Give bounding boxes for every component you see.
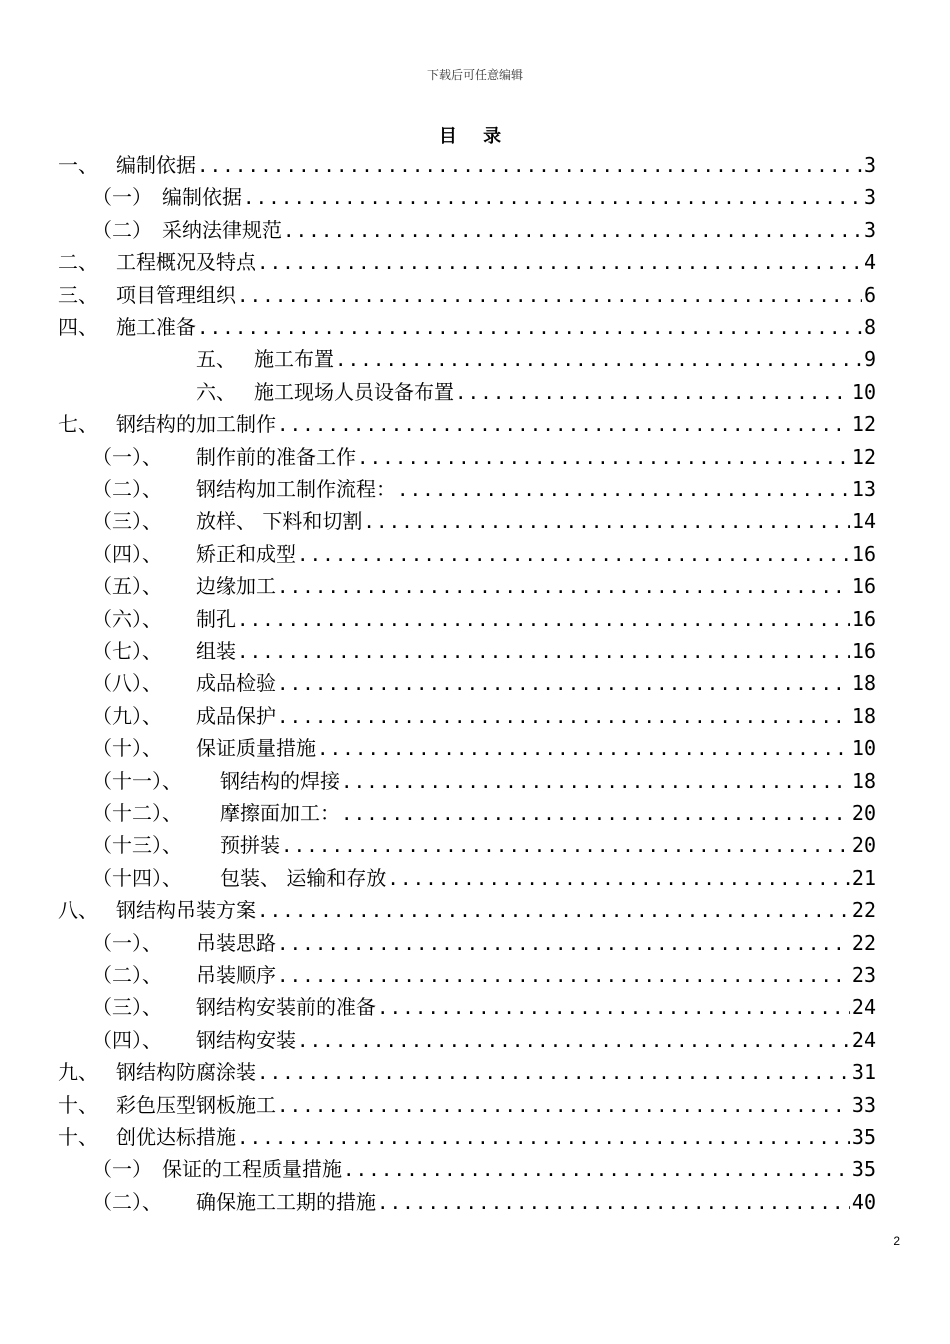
toc-dot-leader (277, 701, 850, 733)
toc-entry[interactable] (58, 1121, 876, 1153)
toc-entry-title: 编制依据 (116, 153, 196, 177)
toc-entry-page: 16 (851, 574, 876, 599)
toc-dot-leader (343, 1154, 850, 1186)
toc-entry-number: 十、 (58, 1125, 98, 1149)
toc-entry-number: 九、 (58, 1060, 98, 1085)
toc-dot-leader (277, 668, 850, 700)
toc-entry-title: 组装 (196, 639, 236, 663)
toc-entry-page: 9 (863, 347, 876, 372)
toc-entry[interactable] (92, 1186, 876, 1218)
toc-dot-leader (277, 409, 850, 441)
toc-dot-leader (277, 928, 850, 960)
toc-entry-number: （十）、 (92, 736, 162, 761)
toc-entry-page: 24 (851, 995, 876, 1020)
toc-entry-number: （二）、 (92, 1189, 162, 1214)
toc-dot-leader (257, 247, 862, 279)
toc-entry[interactable] (58, 1089, 876, 1121)
toc-entry[interactable] (92, 473, 876, 505)
toc-entry-title: 保证的工程质量措施 (162, 1157, 342, 1182)
toc-entry-page: 16 (851, 541, 876, 566)
toc-entry-number: （一） (92, 1157, 152, 1182)
toc-entry-page: 13 (851, 477, 876, 501)
toc-dot-leader (455, 377, 850, 409)
toc-entry[interactable] (58, 149, 876, 181)
toc-dot-leader (281, 830, 850, 862)
toc-entry-page: 18 (851, 671, 876, 696)
toc-entry-title: 边缘加工 (196, 574, 276, 599)
toc-entry[interactable] (58, 311, 876, 343)
toc-entry-page: 12 (851, 444, 876, 469)
toc-entry-number: （三）、 (92, 509, 162, 534)
toc-entry-page: 33 (851, 1092, 876, 1117)
toc-entry[interactable] (58, 246, 876, 278)
toc-entry-title: 吊装思路 (196, 930, 276, 955)
toc-dot-leader (335, 344, 862, 376)
toc-dot-leader (377, 992, 850, 1024)
toc-entry-number: （四）、 (92, 1027, 162, 1052)
toc-entry-page: 8 (863, 315, 876, 339)
toc-entry-title: 施工现场人员设备布置 (254, 379, 454, 404)
toc-entry-number: 二、 (58, 250, 98, 275)
toc-entry-title: 采纳法律规范 (162, 217, 282, 242)
toc-entry-title: 成品检验 (196, 671, 276, 696)
toc-entry-page: 12 (851, 412, 876, 437)
toc-entry-page: 35 (851, 1157, 876, 1182)
toc-entry-page: 6 (863, 282, 876, 307)
toc-entry[interactable] (92, 959, 876, 991)
toc-entry[interactable] (196, 376, 876, 408)
toc-entry-page: 3 (863, 185, 876, 210)
toc-entry-page: 22 (851, 930, 876, 955)
toc-dot-leader (341, 766, 850, 798)
toc-entry-number: 七、 (58, 412, 98, 437)
toc-entry-number: （四）、 (92, 541, 162, 566)
toc-dot-leader (317, 733, 850, 765)
toc-dot-leader (277, 1090, 850, 1122)
toc-entry-title: 成品保护 (196, 703, 276, 728)
toc-entry-title: 钢结构加工制作流程： (196, 477, 396, 501)
toc-entry-number: （二） (92, 217, 152, 242)
toc-entry[interactable] (92, 441, 876, 473)
toc-entry-title: 创优达标措施 (116, 1125, 236, 1149)
toc-entry-number: （十二）、 (92, 801, 182, 825)
toc-entry-number: 十、 (58, 1092, 98, 1117)
toc-entry-page: 20 (851, 801, 876, 825)
toc-entry[interactable] (92, 732, 876, 764)
toc-entry[interactable] (92, 181, 876, 213)
page-header: 下载后可任意编辑 (426, 68, 523, 82)
toc-entry[interactable] (92, 505, 876, 537)
toc-entry[interactable] (92, 667, 876, 699)
toc-entry-page: 3 (863, 153, 876, 177)
toc-entry-number: （十三）、 (92, 833, 182, 858)
toc-entry-page: 31 (851, 1060, 876, 1085)
toc-entry-page: 4 (863, 250, 876, 275)
toc-entry[interactable] (58, 894, 876, 926)
toc-entry-title: 预拼装 (220, 833, 280, 858)
toc-entry-number: （一）、 (92, 930, 162, 955)
toc-entry-number: （六）、 (92, 606, 162, 631)
toc-entry-title: 施工布置 (254, 347, 334, 372)
toc-entry-number: （三）、 (92, 995, 162, 1020)
toc-entry[interactable] (92, 214, 876, 246)
toc-entry-page: 14 (851, 509, 876, 534)
toc-entry[interactable] (92, 538, 876, 570)
toc-dot-leader (237, 1122, 850, 1154)
toc-entry-page: 10 (851, 379, 876, 404)
toc-entry-title: 保证质量措施 (196, 736, 316, 761)
toc-entry-title: 放样、 下料和切割 (196, 509, 363, 534)
toc-entry[interactable] (92, 700, 876, 732)
toc-entry-title: 摩擦面加工： (220, 801, 340, 825)
toc-dot-leader (277, 960, 850, 992)
toc-entry-page: 22 (851, 898, 876, 923)
toc-entry-title: 工程概况及特点 (116, 250, 256, 275)
toc-entry-title: 钢结构安装前的准备 (196, 995, 376, 1020)
toc-entry-number: 五、 (196, 347, 236, 372)
toc-entry-number: （一） (92, 185, 152, 210)
toc-entry-title: 钢结构安装 (196, 1027, 296, 1052)
toc-dot-leader (237, 636, 850, 668)
toc-entry-number: （十四）、 (92, 865, 182, 890)
toc-dot-leader (197, 150, 862, 182)
toc-entry-page: 18 (851, 703, 876, 728)
toc-entry-page: 3 (863, 217, 876, 242)
toc-entry-page: 20 (851, 833, 876, 858)
toc-entry-title: 制孔 (196, 606, 236, 631)
toc-entry-number: 六、 (196, 379, 236, 404)
toc-title: 目 录 (438, 126, 512, 147)
toc-dot-leader (257, 895, 850, 927)
toc-dot-leader (243, 182, 862, 214)
toc-entry-page: 23 (851, 963, 876, 987)
toc-dot-leader (237, 280, 862, 312)
toc-entry-number: （二）、 (92, 963, 162, 987)
toc-dot-leader (387, 863, 850, 895)
toc-entry[interactable] (92, 570, 876, 602)
toc-entry-title: 施工准备 (116, 315, 196, 339)
toc-entry-title: 钢结构的加工制作 (116, 412, 276, 437)
toc-dot-leader (341, 798, 850, 830)
toc-dot-leader (237, 604, 850, 636)
toc-entry-number: （十一）、 (92, 768, 182, 793)
toc-entry-title: 吊装顺序 (196, 963, 276, 987)
toc-dot-leader (283, 215, 862, 247)
toc-entry[interactable] (92, 862, 876, 894)
toc-dot-leader (257, 1057, 850, 1089)
toc-entry[interactable] (92, 829, 876, 861)
toc-entry[interactable] (92, 1153, 876, 1185)
toc-entry-title: 制作前的准备工作 (196, 444, 356, 469)
toc-entry[interactable] (92, 765, 876, 797)
toc-entry-title: 彩色压型钢板施工 (116, 1092, 276, 1117)
toc-entry[interactable] (58, 408, 876, 440)
toc-dot-leader (377, 1187, 850, 1219)
toc-entry[interactable] (92, 797, 876, 829)
toc-entry[interactable] (92, 991, 876, 1023)
toc-entry-number: 三、 (58, 282, 98, 307)
toc-entry-number: 一、 (58, 153, 98, 177)
toc-entry-page: 16 (851, 639, 876, 663)
toc-entry-page: 35 (851, 1125, 876, 1149)
toc-entry[interactable] (92, 603, 876, 635)
toc-entry-title: 矫正和成型 (196, 541, 296, 566)
toc-entry-page: 40 (851, 1189, 876, 1214)
toc-entry-number: （九）、 (92, 703, 162, 728)
toc-entry-page: 24 (851, 1027, 876, 1052)
toc-dot-leader (297, 1025, 850, 1057)
toc-entry-number: （八）、 (92, 671, 162, 696)
toc-entry-page: 10 (851, 736, 876, 761)
toc-entry-title: 钢结构防腐涂装 (116, 1060, 256, 1085)
toc-entry[interactable] (92, 635, 876, 667)
toc-entry-number: （二）、 (92, 477, 162, 501)
toc-entry[interactable] (196, 343, 876, 375)
toc-entry-title: 包装、 运输和存放 (220, 865, 387, 890)
toc-entry-page: 18 (851, 768, 876, 793)
toc-dot-leader (357, 442, 850, 474)
toc-dot-leader (277, 571, 850, 603)
toc-dot-leader (363, 506, 850, 538)
toc-entry[interactable] (92, 1024, 876, 1056)
toc-entry[interactable] (58, 1056, 876, 1088)
toc-entry-title: 确保施工工期的措施 (196, 1189, 376, 1214)
toc-entry-page: 16 (851, 606, 876, 631)
toc-entry-title: 项目管理组织 (116, 282, 236, 307)
toc-entry[interactable] (92, 927, 876, 959)
toc-entry-number: 八、 (58, 898, 98, 923)
toc-entry[interactable] (58, 279, 876, 311)
toc-entry-number: （七）、 (92, 639, 162, 663)
toc-dot-leader (197, 312, 862, 344)
toc-entry-page: 21 (851, 865, 876, 890)
toc-dot-leader (397, 474, 850, 506)
toc-entry-number: （一）、 (92, 444, 162, 469)
toc-entry-number: 四、 (58, 315, 98, 339)
toc-entry-number: （五）、 (92, 574, 162, 599)
toc-entry-title: 编制依据 (162, 185, 242, 210)
toc-entry-title: 钢结构吊装方案 (116, 898, 256, 923)
page-number: 2 (893, 1234, 900, 1248)
toc-dot-leader (297, 539, 850, 571)
toc-entry-title: 钢结构的焊接 (220, 768, 340, 793)
